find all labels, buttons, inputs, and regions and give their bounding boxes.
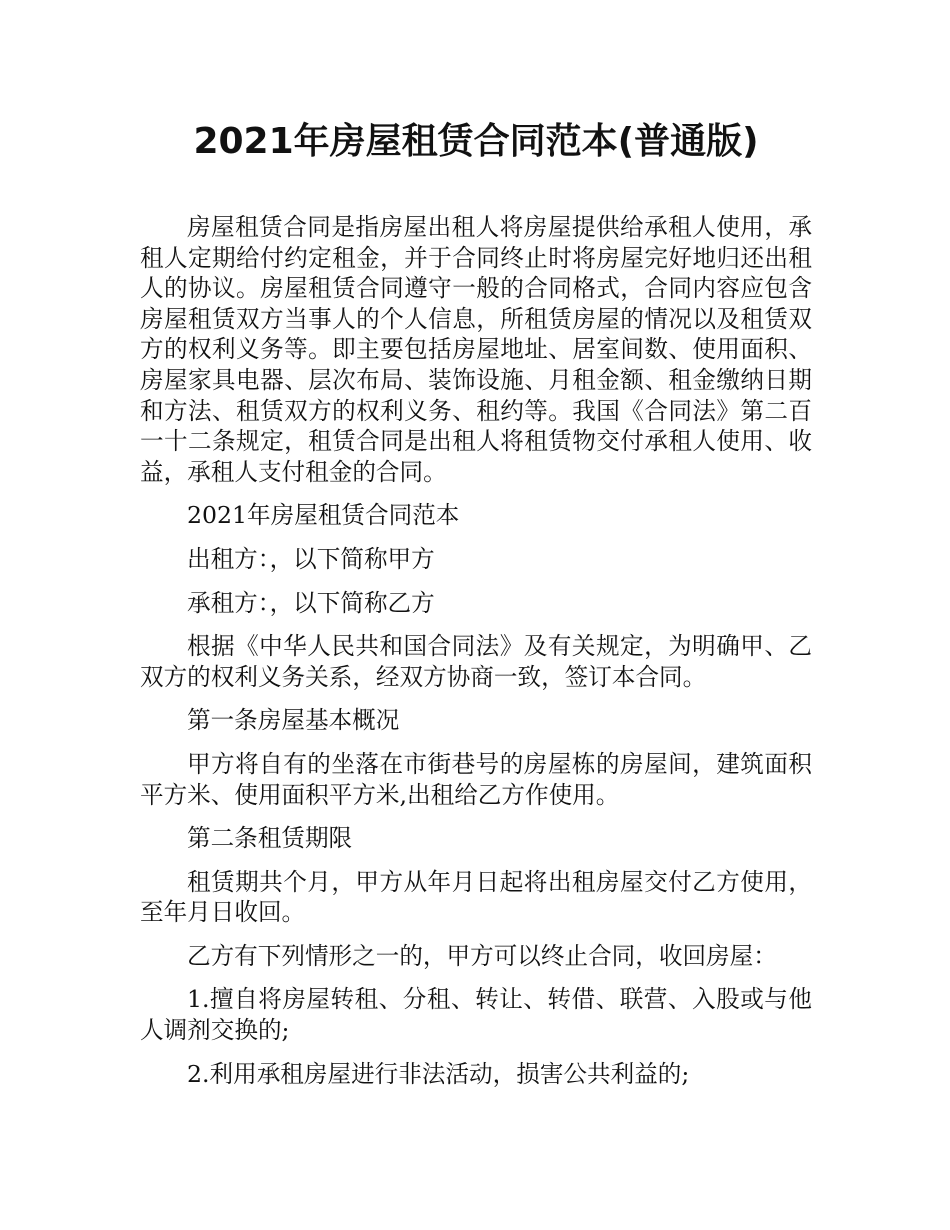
termination-intro: 乙方有下列情形之一的，甲方可以终止合同，收回房屋： (187, 941, 777, 970)
document-page (140, 118, 812, 1102)
article-2-heading: 第二条租赁期限 (187, 824, 353, 853)
article-1-body: 甲方将自有的坐落在市街巷号的房屋栋的房屋间，建筑面积平方米、使用面积平方米,出租给乙方作使用。 (140, 749, 812, 809)
termination-item-2: 2.利用承租房屋进行非法活动，损害公共利益的; (187, 1059, 690, 1088)
contract-heading: 2021年房屋租赁合同范本 (187, 501, 460, 530)
lessor-line: 出租方：，以下简称甲方 (187, 544, 435, 573)
termination-item-1: 1.擅自将房屋转租、分租、转让、转借、联营、入股或与他人调剂交换的; (140, 985, 812, 1045)
preamble-paragraph: 根据《中华人民共和国合同法》及有关规定，为明确甲、乙双方的权利义务关系，经双方协商一致，签订本合同。 (140, 632, 812, 691)
article-2-body: 租赁期共个月，甲方从年月日起将出租房屋交付乙方使用，至年月日收回。 (140, 867, 812, 927)
document-title: 2021年房屋租赁合同范本(普通版) (193, 121, 759, 162)
intro-paragraph: 房屋租赁合同是指房屋出租人将房屋提供给承租人使用，承租人定期给付约定租金，并于合同终止时将房屋完好地归还出租人的协议。房屋租赁合同遵守一般的合同格式，合同内容应包含房屋租赁双方当事人的个人信息，所租赁房屋的情况以及租赁双方的权利义务等。即主要包括房屋地址、居室间数、使用面积、房屋家具电器、层次布局、装饰设施、月租金额、租金缴纳日期和方法、租赁双方的权利义务、租约等。我国《合同法》第二百一十二条规定，租赁合同是出租人将租赁物交付承租人使用、收益，承租人支付租金的合同。 (140, 213, 812, 486)
article-1-heading: 第一条房屋基本概况 (187, 706, 400, 735)
lessee-line: 承租方：，以下简称乙方 (187, 588, 435, 617)
